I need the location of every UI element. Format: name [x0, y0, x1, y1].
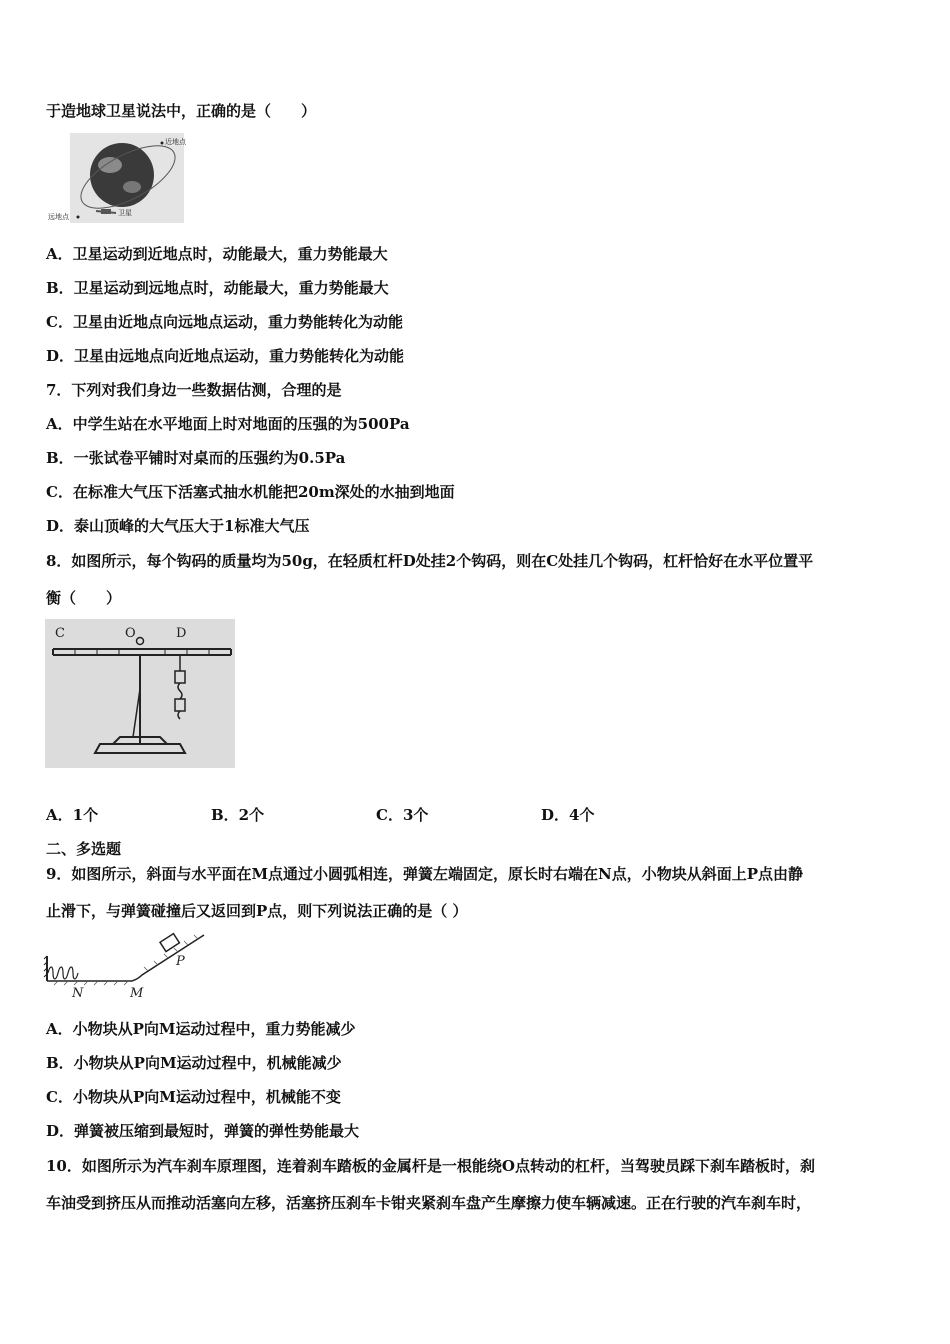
q9-option-d: D．弹簧被压缩到最短时，弹簧的弹性势能最大: [46, 1122, 360, 1140]
satellite-label: 卫星: [118, 209, 132, 217]
q9-stem-line1: 9．如图所示，斜面与水平面在M点通过小圆弧相连，弹簧左端固定，原长时右端在N点，小物块从斜面上P点由静: [46, 865, 804, 883]
q7-option-a: A．中学生站在水平地面上时对地面的压强的为500Pa: [46, 415, 410, 433]
wall-icon: [44, 956, 47, 981]
lever-label-c: C: [55, 626, 65, 641]
incline-spring-figure: [44, 931, 209, 1001]
q7-stem: 7．下列对我们身边一些数据估测，合理的是: [46, 381, 342, 399]
q8-option-c: C．3个: [376, 806, 429, 824]
q7-option-d: D．泰山顶峰的大气压大于1标准大气压: [46, 517, 310, 535]
earth-icon: [90, 143, 154, 207]
label-n: N: [72, 986, 84, 1001]
q8-option-d: D．4个: [541, 806, 595, 824]
spring-icon: [48, 967, 78, 979]
q8-option-a: A．1个: [46, 806, 99, 824]
q6-option-c: C．卫星由近地点向远地点运动，重力势能转化为动能: [46, 313, 403, 331]
lever-label-o: O: [125, 626, 136, 641]
label-m: M: [130, 986, 144, 1001]
q9-option-b: B．小物块从P向M运动过程中，机械能减少: [46, 1054, 342, 1072]
satellite-orbit-figure: [48, 133, 186, 223]
q9-stem-line2: 止滑下，与弹簧碰撞后又返回到P点，则下列说法正确的是（ ）: [46, 902, 468, 920]
near-point-label: 近地点: [165, 138, 186, 146]
lever-label-d: D: [176, 626, 187, 641]
q9-option-c: C．小物块从P向M运动过程中，机械能不变: [46, 1088, 341, 1106]
q7-option-b: B．一张试卷平铺时对桌而的压强约为0.5Pa: [46, 449, 346, 467]
q8-stem-line1: 8．如图所示，每个钩码的质量均为50g，在轻质杠杆D处挂2个钩码，则在C处挂几个钩码，杠杆恰好在水平位置平: [46, 552, 814, 570]
q8-options: [46, 805, 646, 825]
q6-option-a: A．卫星运动到近地点时，动能最大，重力势能最大: [46, 245, 388, 263]
block-icon: [160, 934, 179, 952]
q10-stem-line1: 10．如图所示为汽车刹车原理图，连着刹车踏板的金属杆是一根能绕O点转动的杠杆，当驾驶员踩下刹车踏板时，刹: [46, 1157, 815, 1175]
q9-option-a: A．小物块从P向M运动过程中，重力势能减少: [46, 1020, 356, 1038]
q6-option-b: B．卫星运动到远地点时，动能最大，重力势能最大: [46, 279, 389, 297]
section-title-multiple-choice: 二、多选题: [46, 840, 122, 858]
label-p: P: [176, 954, 185, 969]
q10-stem-line2: 车油受到挤压从而推动活塞向左移，活塞挤压刹车卡钳夹紧刹车盘产生摩擦力使车辆减速。正在行驶的汽车刹车时，: [46, 1194, 812, 1212]
lever-figure: [45, 619, 235, 768]
far-point-label: 远地点: [48, 213, 69, 221]
q6-stem: 于造地球卫星说法中，正确的是（ ）: [46, 102, 317, 120]
q8-stem-line2: 衡（ ）: [46, 589, 122, 607]
q6-option-d: D．卫星由远地点向近地点运动，重力势能转化为动能: [46, 347, 405, 365]
q8-option-b: B．2个: [211, 806, 265, 824]
q7-option-c: C．在标准大气压下活塞式抽水机能把20m深处的水抽到地面: [46, 483, 455, 501]
